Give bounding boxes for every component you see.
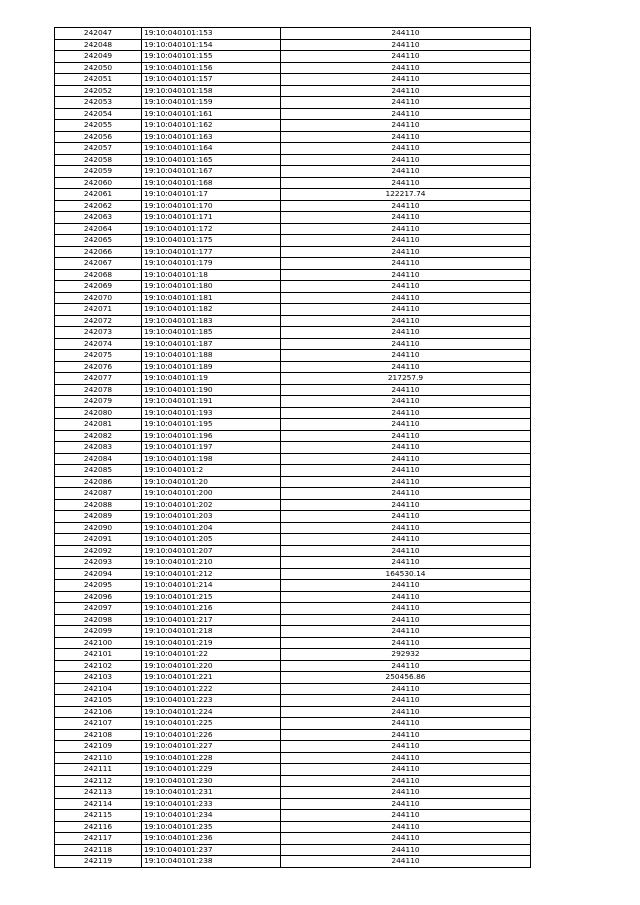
table-row: [55, 39, 531, 51]
value-cell: 244110: [281, 499, 531, 511]
table-row: [55, 534, 531, 546]
value-cell: 244110: [281, 511, 531, 523]
row-id-cell: 242072: [55, 315, 142, 327]
value-cell: 244110: [281, 407, 531, 419]
value-cell: 244110: [281, 706, 531, 718]
table-row: [55, 741, 531, 753]
row-id-cell: 242060: [55, 177, 142, 189]
cadastral-number-cell: 19:10:040101:220: [142, 660, 281, 672]
row-id-cell: 242073: [55, 327, 142, 339]
table-row: [55, 488, 531, 500]
cadastral-number-cell: 19:10:040101:177: [142, 246, 281, 258]
table-row: [55, 821, 531, 833]
cadastral-number-cell: 19:10:040101:197: [142, 442, 281, 454]
row-id-cell: 242076: [55, 361, 142, 373]
value-cell: 244110: [281, 28, 531, 40]
table-row: [55, 108, 531, 120]
table-row: [55, 833, 531, 845]
value-cell: 292932: [281, 649, 531, 661]
table-row: [55, 729, 531, 741]
table-row: [55, 580, 531, 592]
row-id-cell: 242078: [55, 384, 142, 396]
row-id-cell: 242086: [55, 476, 142, 488]
row-id-cell: 242075: [55, 350, 142, 362]
table-row: [55, 315, 531, 327]
row-id-cell: 242056: [55, 131, 142, 143]
value-cell: 244110: [281, 108, 531, 120]
table-row: [55, 430, 531, 442]
value-cell: 244110: [281, 683, 531, 695]
row-id-cell: 242119: [55, 856, 142, 868]
table-row: [55, 603, 531, 615]
cadastral-number-cell: 19:10:040101:2: [142, 465, 281, 477]
row-id-cell: 242069: [55, 281, 142, 293]
table-row: [55, 304, 531, 316]
table-row: [55, 246, 531, 258]
row-id-cell: 242097: [55, 603, 142, 615]
value-cell: 244110: [281, 580, 531, 592]
row-id-cell: 242092: [55, 545, 142, 557]
value-cell: 244110: [281, 775, 531, 787]
row-id-cell: 242096: [55, 591, 142, 603]
value-cell: 244110: [281, 488, 531, 500]
cadastral-number-cell: 19:10:040101:171: [142, 212, 281, 224]
cadastral-number-cell: 19:10:040101:224: [142, 706, 281, 718]
data-table: [54, 27, 531, 868]
value-cell: 244110: [281, 810, 531, 822]
cadastral-number-cell: 19:10:040101:185: [142, 327, 281, 339]
cadastral-number-cell: 19:10:040101:188: [142, 350, 281, 362]
row-id-cell: 242106: [55, 706, 142, 718]
cadastral-number-cell: 19:10:040101:158: [142, 85, 281, 97]
value-cell: 164530.14: [281, 568, 531, 580]
row-id-cell: 242082: [55, 430, 142, 442]
cadastral-number-cell: 19:10:040101:210: [142, 557, 281, 569]
value-cell: 244110: [281, 384, 531, 396]
row-id-cell: 242111: [55, 764, 142, 776]
cadastral-number-cell: 19:10:040101:222: [142, 683, 281, 695]
table-row: [55, 269, 531, 281]
table-row: [55, 74, 531, 86]
value-cell: 122217.74: [281, 189, 531, 201]
cadastral-number-cell: 19:10:040101:190: [142, 384, 281, 396]
table-row: [55, 660, 531, 672]
value-cell: 244110: [281, 292, 531, 304]
cadastral-number-cell: 19:10:040101:170: [142, 200, 281, 212]
cadastral-number-cell: 19:10:040101:219: [142, 637, 281, 649]
cadastral-number-cell: 19:10:040101:19: [142, 373, 281, 385]
row-id-cell: 242089: [55, 511, 142, 523]
value-cell: 244110: [281, 62, 531, 74]
cadastral-number-cell: 19:10:040101:231: [142, 787, 281, 799]
value-cell: 244110: [281, 442, 531, 454]
cadastral-number-cell: 19:10:040101:189: [142, 361, 281, 373]
value-cell: 244110: [281, 626, 531, 638]
table-row: [55, 396, 531, 408]
value-cell: 244110: [281, 361, 531, 373]
row-id-cell: 242108: [55, 729, 142, 741]
cadastral-number-cell: 19:10:040101:230: [142, 775, 281, 787]
row-id-cell: 242114: [55, 798, 142, 810]
cadastral-number-cell: 19:10:040101:20: [142, 476, 281, 488]
cadastral-number-cell: 19:10:040101:163: [142, 131, 281, 143]
value-cell: 244110: [281, 304, 531, 316]
cadastral-number-cell: 19:10:040101:204: [142, 522, 281, 534]
table-row: [55, 614, 531, 626]
table-row: [55, 177, 531, 189]
table-row: [55, 626, 531, 638]
row-id-cell: 242067: [55, 258, 142, 270]
cadastral-number-cell: 19:10:040101:180: [142, 281, 281, 293]
row-id-cell: 242063: [55, 212, 142, 224]
table-row: [55, 28, 531, 40]
table-row: [55, 97, 531, 109]
table-row: [55, 683, 531, 695]
value-cell: 244110: [281, 97, 531, 109]
value-cell: 244110: [281, 396, 531, 408]
cadastral-number-cell: 19:10:040101:175: [142, 235, 281, 247]
cadastral-number-cell: 19:10:040101:237: [142, 844, 281, 856]
row-id-cell: 242116: [55, 821, 142, 833]
table-row: [55, 568, 531, 580]
value-cell: 244110: [281, 660, 531, 672]
value-cell: 244110: [281, 419, 531, 431]
cadastral-number-cell: 19:10:040101:193: [142, 407, 281, 419]
table-row: [55, 85, 531, 97]
table-row: [55, 373, 531, 385]
cadastral-number-cell: 19:10:040101:172: [142, 223, 281, 235]
value-cell: 244110: [281, 465, 531, 477]
value-cell: 244110: [281, 430, 531, 442]
value-cell: 244110: [281, 212, 531, 224]
cadastral-number-cell: 19:10:040101:216: [142, 603, 281, 615]
value-cell: 244110: [281, 223, 531, 235]
value-cell: 244110: [281, 833, 531, 845]
row-id-cell: 242113: [55, 787, 142, 799]
cadastral-number-cell: 19:10:040101:165: [142, 154, 281, 166]
value-cell: 244110: [281, 74, 531, 86]
value-cell: 244110: [281, 787, 531, 799]
row-id-cell: 242099: [55, 626, 142, 638]
table-row: [55, 258, 531, 270]
row-id-cell: 242059: [55, 166, 142, 178]
row-id-cell: 242115: [55, 810, 142, 822]
table-row: [55, 223, 531, 235]
row-id-cell: 242091: [55, 534, 142, 546]
table-row: [55, 511, 531, 523]
value-cell: 244110: [281, 338, 531, 350]
cadastral-number-cell: 19:10:040101:156: [142, 62, 281, 74]
value-cell: 244110: [281, 752, 531, 764]
table-row: [55, 51, 531, 63]
table-row: [55, 189, 531, 201]
value-cell: 244110: [281, 200, 531, 212]
value-cell: 244110: [281, 603, 531, 615]
row-id-cell: 242070: [55, 292, 142, 304]
cadastral-number-cell: 19:10:040101:225: [142, 718, 281, 730]
cadastral-number-cell: 19:10:040101:162: [142, 120, 281, 132]
value-cell: 244110: [281, 844, 531, 856]
row-id-cell: 242093: [55, 557, 142, 569]
table-row: [55, 212, 531, 224]
row-id-cell: 242066: [55, 246, 142, 258]
row-id-cell: 242090: [55, 522, 142, 534]
row-id-cell: 242083: [55, 442, 142, 454]
row-id-cell: 242051: [55, 74, 142, 86]
row-id-cell: 242081: [55, 419, 142, 431]
table-row: [55, 384, 531, 396]
value-cell: 244110: [281, 591, 531, 603]
table-row: [55, 120, 531, 132]
table-row: [55, 637, 531, 649]
table-row: [55, 764, 531, 776]
row-id-cell: 242110: [55, 752, 142, 764]
row-id-cell: 242084: [55, 453, 142, 465]
table-row: [55, 856, 531, 868]
row-id-cell: 242095: [55, 580, 142, 592]
cadastral-number-cell: 19:10:040101:200: [142, 488, 281, 500]
cadastral-number-cell: 19:10:040101:183: [142, 315, 281, 327]
row-id-cell: 242074: [55, 338, 142, 350]
cadastral-number-cell: 19:10:040101:228: [142, 752, 281, 764]
value-cell: 244110: [281, 350, 531, 362]
cadastral-number-cell: 19:10:040101:187: [142, 338, 281, 350]
row-id-cell: 242048: [55, 39, 142, 51]
table-row: [55, 143, 531, 155]
row-id-cell: 242080: [55, 407, 142, 419]
row-id-cell: 242054: [55, 108, 142, 120]
value-cell: 244110: [281, 269, 531, 281]
cadastral-number-cell: 19:10:040101:236: [142, 833, 281, 845]
table-row: [55, 672, 531, 684]
value-cell: 244110: [281, 281, 531, 293]
cadastral-number-cell: 19:10:040101:164: [142, 143, 281, 155]
value-cell: 244110: [281, 235, 531, 247]
table-row: [55, 442, 531, 454]
value-cell: 244110: [281, 258, 531, 270]
cadastral-number-cell: 19:10:040101:22: [142, 649, 281, 661]
value-cell: 244110: [281, 821, 531, 833]
cadastral-number-cell: 19:10:040101:168: [142, 177, 281, 189]
row-id-cell: 242117: [55, 833, 142, 845]
value-cell: 244110: [281, 453, 531, 465]
table-row: [55, 499, 531, 511]
cadastral-number-cell: 19:10:040101:167: [142, 166, 281, 178]
row-id-cell: 242050: [55, 62, 142, 74]
cadastral-number-cell: 19:10:040101:227: [142, 741, 281, 753]
table-row: [55, 557, 531, 569]
cadastral-number-cell: 19:10:040101:212: [142, 568, 281, 580]
table-row: [55, 545, 531, 557]
table-row: [55, 718, 531, 730]
cadastral-number-cell: 19:10:040101:215: [142, 591, 281, 603]
row-id-cell: 242109: [55, 741, 142, 753]
table-row: [55, 200, 531, 212]
value-cell: 244110: [281, 177, 531, 189]
cadastral-number-cell: 19:10:040101:229: [142, 764, 281, 776]
table-row: [55, 752, 531, 764]
table-row: [55, 810, 531, 822]
table-row: [55, 407, 531, 419]
table-row: [55, 166, 531, 178]
value-cell: 244110: [281, 154, 531, 166]
value-cell: 244110: [281, 522, 531, 534]
cadastral-number-cell: 19:10:040101:223: [142, 695, 281, 707]
table-row: [55, 695, 531, 707]
row-id-cell: 242068: [55, 269, 142, 281]
table-row: [55, 292, 531, 304]
cadastral-number-cell: 19:10:040101:159: [142, 97, 281, 109]
row-id-cell: 242112: [55, 775, 142, 787]
row-id-cell: 242105: [55, 695, 142, 707]
table-row: [55, 350, 531, 362]
value-cell: 244110: [281, 246, 531, 258]
value-cell: 244110: [281, 85, 531, 97]
table-row: [55, 476, 531, 488]
cadastral-number-cell: 19:10:040101:207: [142, 545, 281, 557]
value-cell: 244110: [281, 614, 531, 626]
cadastral-number-cell: 19:10:040101:195: [142, 419, 281, 431]
cadastral-number-cell: 19:10:040101:233: [142, 798, 281, 810]
table-row: [55, 235, 531, 247]
cadastral-number-cell: 19:10:040101:191: [142, 396, 281, 408]
cadastral-number-cell: 19:10:040101:226: [142, 729, 281, 741]
cadastral-number-cell: 19:10:040101:234: [142, 810, 281, 822]
table-row: [55, 131, 531, 143]
table-row: [55, 327, 531, 339]
row-id-cell: 242062: [55, 200, 142, 212]
cadastral-number-cell: 19:10:040101:181: [142, 292, 281, 304]
table-row: [55, 798, 531, 810]
value-cell: 244110: [281, 695, 531, 707]
table-row: [55, 787, 531, 799]
row-id-cell: 242118: [55, 844, 142, 856]
row-id-cell: 242101: [55, 649, 142, 661]
cadastral-number-cell: 19:10:040101:182: [142, 304, 281, 316]
cadastral-number-cell: 19:10:040101:221: [142, 672, 281, 684]
row-id-cell: 242098: [55, 614, 142, 626]
value-cell: 217257.9: [281, 373, 531, 385]
table-row: [55, 844, 531, 856]
value-cell: 244110: [281, 51, 531, 63]
row-id-cell: 242088: [55, 499, 142, 511]
table-row: [55, 281, 531, 293]
row-id-cell: 242065: [55, 235, 142, 247]
value-cell: 244110: [281, 545, 531, 557]
cadastral-number-cell: 19:10:040101:214: [142, 580, 281, 592]
table-row: [55, 522, 531, 534]
table-row: [55, 154, 531, 166]
cadastral-number-cell: 19:10:040101:157: [142, 74, 281, 86]
cadastral-number-cell: 19:10:040101:202: [142, 499, 281, 511]
value-cell: 244110: [281, 166, 531, 178]
table-row: [55, 775, 531, 787]
row-id-cell: 242061: [55, 189, 142, 201]
value-cell: 244110: [281, 315, 531, 327]
cadastral-number-cell: 19:10:040101:18: [142, 269, 281, 281]
value-cell: 244110: [281, 856, 531, 868]
table-row: [55, 465, 531, 477]
cadastral-number-cell: 19:10:040101:217: [142, 614, 281, 626]
cadastral-number-cell: 19:10:040101:218: [142, 626, 281, 638]
value-cell: 244110: [281, 476, 531, 488]
cadastral-number-cell: 19:10:040101:238: [142, 856, 281, 868]
value-cell: 244110: [281, 131, 531, 143]
table-row: [55, 361, 531, 373]
table-row: [55, 419, 531, 431]
row-id-cell: 242052: [55, 85, 142, 97]
value-cell: 250456.86: [281, 672, 531, 684]
value-cell: 244110: [281, 637, 531, 649]
row-id-cell: 242085: [55, 465, 142, 477]
row-id-cell: 242058: [55, 154, 142, 166]
table-row: [55, 591, 531, 603]
table-row: [55, 453, 531, 465]
row-id-cell: 242071: [55, 304, 142, 316]
row-id-cell: 242103: [55, 672, 142, 684]
cadastral-number-cell: 19:10:040101:196: [142, 430, 281, 442]
row-id-cell: 242057: [55, 143, 142, 155]
table-row: [55, 338, 531, 350]
row-id-cell: 242055: [55, 120, 142, 132]
value-cell: 244110: [281, 120, 531, 132]
value-cell: 244110: [281, 327, 531, 339]
table-row: [55, 62, 531, 74]
row-id-cell: 242064: [55, 223, 142, 235]
cadastral-number-cell: 19:10:040101:203: [142, 511, 281, 523]
table-row: [55, 706, 531, 718]
table-row: [55, 649, 531, 661]
row-id-cell: 242079: [55, 396, 142, 408]
value-cell: 244110: [281, 39, 531, 51]
cadastral-number-cell: 19:10:040101:155: [142, 51, 281, 63]
value-cell: 244110: [281, 557, 531, 569]
cadastral-number-cell: 19:10:040101:235: [142, 821, 281, 833]
row-id-cell: 242094: [55, 568, 142, 580]
cadastral-number-cell: 19:10:040101:198: [142, 453, 281, 465]
value-cell: 244110: [281, 741, 531, 753]
value-cell: 244110: [281, 729, 531, 741]
row-id-cell: 242049: [55, 51, 142, 63]
row-id-cell: 242107: [55, 718, 142, 730]
row-id-cell: 242087: [55, 488, 142, 500]
value-cell: 244110: [281, 534, 531, 546]
value-cell: 244110: [281, 143, 531, 155]
cadastral-number-cell: 19:10:040101:179: [142, 258, 281, 270]
row-id-cell: 242047: [55, 28, 142, 40]
value-cell: 244110: [281, 718, 531, 730]
cadastral-number-cell: 19:10:040101:154: [142, 39, 281, 51]
value-cell: 244110: [281, 798, 531, 810]
cadastral-number-cell: 19:10:040101:17: [142, 189, 281, 201]
cadastral-number-cell: 19:10:040101:153: [142, 28, 281, 40]
cadastral-number-cell: 19:10:040101:205: [142, 534, 281, 546]
row-id-cell: 242104: [55, 683, 142, 695]
data-table-body: [55, 28, 531, 868]
row-id-cell: 242053: [55, 97, 142, 109]
row-id-cell: 242102: [55, 660, 142, 672]
row-id-cell: 242100: [55, 637, 142, 649]
value-cell: 244110: [281, 764, 531, 776]
cadastral-number-cell: 19:10:040101:161: [142, 108, 281, 120]
row-id-cell: 242077: [55, 373, 142, 385]
